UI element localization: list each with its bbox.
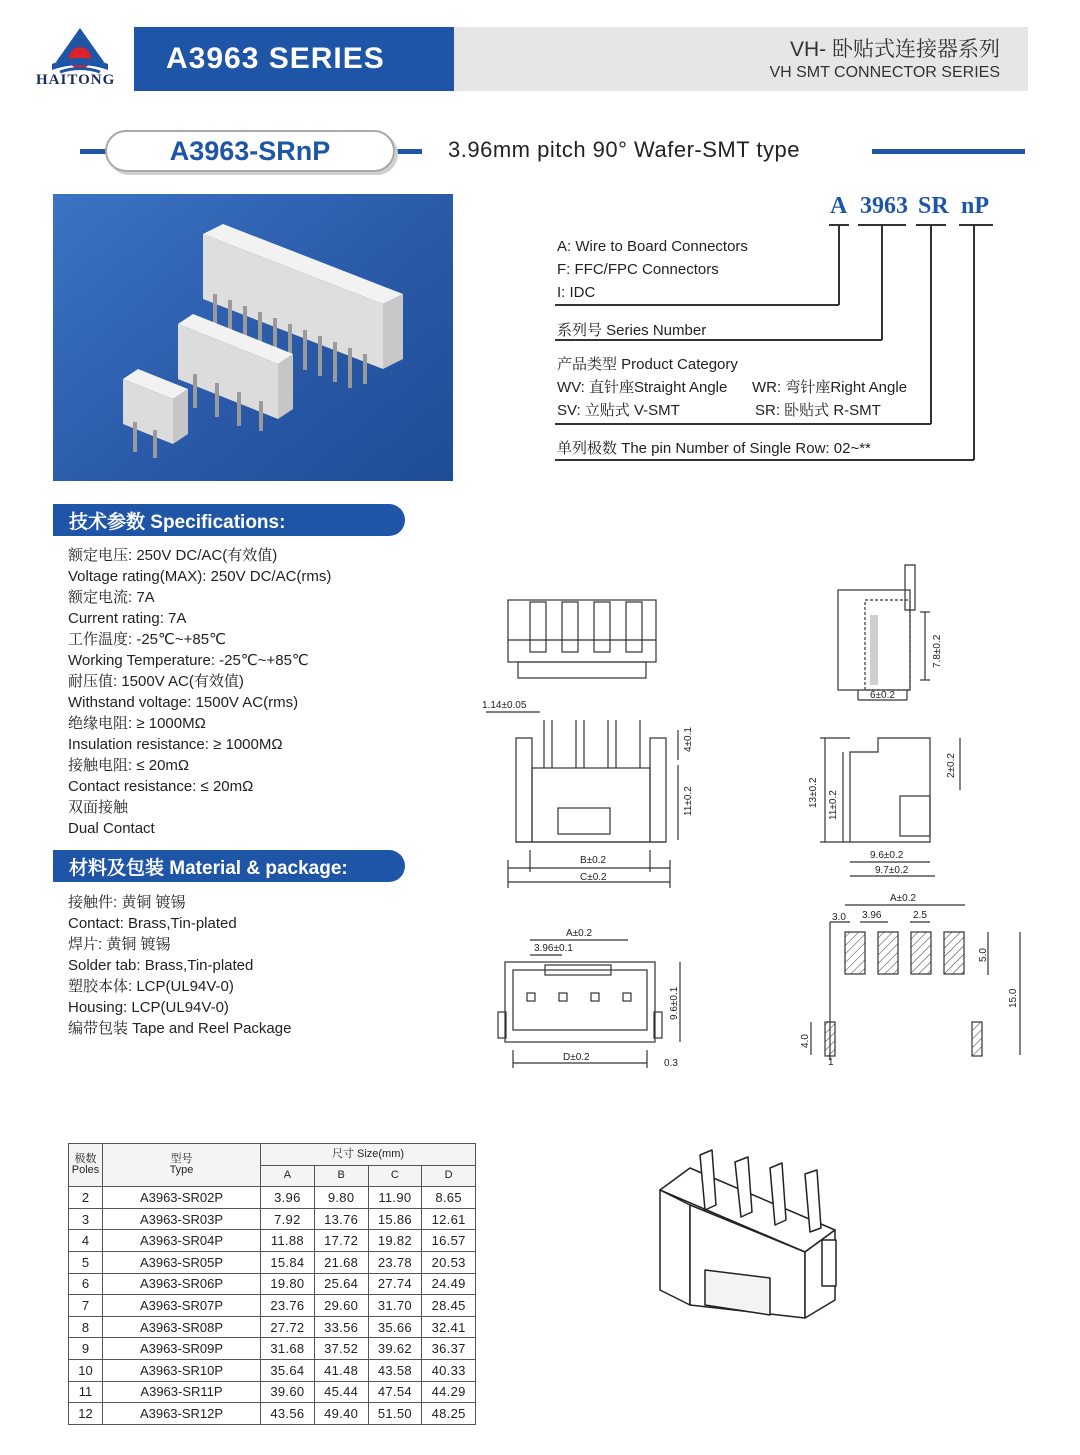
spec-line: 额定电流: 7A bbox=[68, 589, 155, 606]
dim-label: 1.14±0.05 bbox=[482, 700, 527, 711]
model-title: A3963-SRnP bbox=[105, 130, 395, 172]
table-cell: 27.72 bbox=[261, 1316, 315, 1338]
table-cell: 44.29 bbox=[422, 1381, 476, 1403]
table-cell: 10 bbox=[69, 1359, 103, 1381]
table-cell: 27.74 bbox=[368, 1273, 422, 1295]
table-cell: 15.84 bbox=[261, 1251, 315, 1273]
table-cell: A3963-SR05P bbox=[103, 1251, 261, 1273]
table-cell: 11.90 bbox=[368, 1187, 422, 1209]
material-list bbox=[68, 892, 291, 1039]
header-cn-title: VH- 卧贴式连接器系列 bbox=[790, 38, 1000, 61]
dim-label: 4.0 bbox=[800, 1034, 811, 1048]
legend-type-a: A: Wire to Board Connectors bbox=[557, 238, 748, 255]
table-cell: 31.68 bbox=[261, 1338, 315, 1360]
table-row bbox=[69, 1403, 476, 1425]
dim-label: 0.3 bbox=[664, 1058, 678, 1069]
table-row bbox=[69, 1208, 476, 1230]
code-segment-category: SR bbox=[918, 193, 949, 219]
legend-product-category: 产品类型 Product Category bbox=[557, 356, 738, 373]
header-col-c: C bbox=[368, 1165, 422, 1187]
product-photo bbox=[53, 194, 453, 481]
table-row bbox=[69, 1316, 476, 1338]
table-row bbox=[69, 1187, 476, 1209]
spec-line: Voltage rating(MAX): 250V DC/AC(rms) bbox=[68, 568, 332, 585]
table-cell: 45.44 bbox=[314, 1381, 368, 1403]
legend-type-i: I: IDC bbox=[557, 284, 596, 301]
pcb-layout-drawing bbox=[811, 905, 1020, 1060]
legend-series-number: 系列号 Series Number bbox=[557, 322, 707, 339]
dim-label: 2±0.2 bbox=[946, 753, 957, 778]
table-cell: 20.53 bbox=[422, 1251, 476, 1273]
specifications-list bbox=[68, 545, 331, 839]
table-cell: A3963-SR04P bbox=[103, 1230, 261, 1252]
dim-label: 9.6±0.1 bbox=[669, 986, 680, 1020]
leader-line bbox=[555, 459, 974, 461]
pcb-pad bbox=[911, 932, 931, 974]
material-line: 焊片: 黄铜 镀锡 bbox=[68, 936, 171, 953]
bottom-view-drawing bbox=[498, 940, 680, 1068]
dim-label: 15.0 bbox=[1008, 988, 1019, 1008]
table-cell: 51.50 bbox=[368, 1403, 422, 1425]
dim-label: 3.96±0.1 bbox=[534, 943, 573, 954]
table-cell: 8.65 bbox=[422, 1187, 476, 1209]
table-cell: 7.92 bbox=[261, 1208, 315, 1230]
table-cell: 17.72 bbox=[314, 1230, 368, 1252]
table-row bbox=[69, 1295, 476, 1317]
size-table bbox=[68, 1143, 476, 1425]
code-underline bbox=[959, 224, 993, 226]
table-cell: 39.60 bbox=[261, 1381, 315, 1403]
spec-line: Working Temperature: -25℃~+85℃ bbox=[68, 652, 309, 669]
table-cell: 6 bbox=[69, 1273, 103, 1295]
table-cell: 48.25 bbox=[422, 1403, 476, 1425]
header-type: 型号 Type bbox=[103, 1144, 261, 1187]
dim-label: A±0.2 bbox=[566, 928, 593, 939]
table-cell: 35.66 bbox=[368, 1316, 422, 1338]
table-cell: A3963-SR09P bbox=[103, 1338, 261, 1360]
table-cell: A3963-SR06P bbox=[103, 1273, 261, 1295]
spec-line: 绝缘电阻: ≥ 1000MΩ bbox=[68, 715, 206, 732]
table-cell: 3.96 bbox=[261, 1187, 315, 1209]
table-row bbox=[69, 1251, 476, 1273]
legend-wv: WV: 直针座Straight Angle bbox=[557, 379, 728, 396]
table-cell: 5 bbox=[69, 1251, 103, 1273]
table-cell: A3963-SR12P bbox=[103, 1403, 261, 1425]
logo-wordmark: HAITONG bbox=[36, 72, 116, 88]
header-poles: 极数 Poles bbox=[69, 1144, 103, 1187]
table-cell: A3963-SR11P bbox=[103, 1381, 261, 1403]
dim-label: B±0.2 bbox=[580, 855, 607, 866]
table-cell: 25.64 bbox=[314, 1273, 368, 1295]
table-cell: 19.80 bbox=[261, 1273, 315, 1295]
title-rule-right bbox=[872, 149, 1025, 154]
pcb-solder-tab bbox=[972, 1022, 982, 1056]
table-cell: 9.80 bbox=[314, 1187, 368, 1209]
leader-line bbox=[881, 224, 883, 340]
table-row bbox=[69, 1273, 476, 1295]
table-cell: 7 bbox=[69, 1295, 103, 1317]
legend-sv: SV: 立贴式 V-SMT bbox=[557, 402, 680, 419]
table-cell: 32.41 bbox=[422, 1316, 476, 1338]
model-description: 3.96mm pitch 90° Wafer-SMT type bbox=[448, 137, 800, 162]
header-size: 尺寸 Size(mm) bbox=[261, 1144, 476, 1166]
dim-label: 4±0.1 bbox=[683, 727, 694, 752]
table-cell: A3963-SR02P bbox=[103, 1187, 261, 1209]
pcb-pad bbox=[944, 932, 964, 974]
dim-label: 3.0 bbox=[832, 912, 846, 923]
table-cell: 4 bbox=[69, 1230, 103, 1252]
table-cell: 21.68 bbox=[314, 1251, 368, 1273]
table-cell: 39.62 bbox=[368, 1338, 422, 1360]
pcb-pad bbox=[878, 932, 898, 974]
spec-line: 耐压值: 1500V AC(有效值) bbox=[68, 673, 244, 690]
leader-line bbox=[555, 304, 839, 306]
spec-line: Current rating: 7A bbox=[68, 610, 187, 627]
table-cell: A3963-SR07P bbox=[103, 1295, 261, 1317]
leader-line bbox=[930, 224, 932, 424]
table-cell: 23.78 bbox=[368, 1251, 422, 1273]
table-cell: 23.76 bbox=[261, 1295, 315, 1317]
table-cell: 49.40 bbox=[314, 1403, 368, 1425]
table-cell: 12 bbox=[69, 1403, 103, 1425]
table-cell: 36.37 bbox=[422, 1338, 476, 1360]
table-row bbox=[69, 1381, 476, 1403]
code-segment-series: 3963 bbox=[860, 193, 908, 219]
dim-label: 9.6±0.2 bbox=[870, 850, 904, 861]
pcb-pad bbox=[845, 932, 865, 974]
table-cell: 2 bbox=[69, 1187, 103, 1209]
dim-label: 11±0.2 bbox=[683, 786, 694, 816]
dim-label: 11±0.2 bbox=[828, 790, 839, 820]
dim-label: 13±0.2 bbox=[808, 777, 819, 808]
technical-drawings bbox=[470, 560, 1060, 1080]
legend-type-f: F: FFC/FPC Connectors bbox=[557, 261, 719, 278]
title-rule-mid bbox=[392, 149, 422, 154]
table-cell: 33.56 bbox=[314, 1316, 368, 1338]
table-cell: 3 bbox=[69, 1208, 103, 1230]
table-cell: 28.45 bbox=[422, 1295, 476, 1317]
material-line: Solder tab: Brass,Tin-plated bbox=[68, 957, 254, 974]
material-line: Contact: Brass,Tin-plated bbox=[68, 915, 237, 932]
table-cell: A3963-SR08P bbox=[103, 1316, 261, 1338]
header-col-d: D bbox=[422, 1165, 476, 1187]
table-cell: 29.60 bbox=[314, 1295, 368, 1317]
legend-sr: SR: 卧贴式 R-SMT bbox=[755, 402, 881, 419]
material-line: 接触件: 黄铜 镀锡 bbox=[68, 894, 186, 911]
material-line: Housing: LCP(UL94V-0) bbox=[68, 999, 229, 1016]
side-view-drawing bbox=[838, 565, 930, 700]
dim-label: 2.5 bbox=[913, 910, 927, 921]
table-cell: A3963-SR10P bbox=[103, 1359, 261, 1381]
dim-label: 5.0 bbox=[978, 948, 989, 962]
table-cell: A3963-SR03P bbox=[103, 1208, 261, 1230]
table-cell: 31.70 bbox=[368, 1295, 422, 1317]
table-cell: 47.54 bbox=[368, 1381, 422, 1403]
table-cell: 37.52 bbox=[314, 1338, 368, 1360]
table-cell: 40.33 bbox=[422, 1359, 476, 1381]
table-cell: 8 bbox=[69, 1316, 103, 1338]
dim-label: 6±0.2 bbox=[870, 690, 895, 701]
table-cell: 43.58 bbox=[368, 1359, 422, 1381]
material-line: 塑胶本体: LCP(UL94V-0) bbox=[68, 978, 234, 995]
table-cell: 12.61 bbox=[422, 1208, 476, 1230]
table-cell: 43.56 bbox=[261, 1403, 315, 1425]
table-cell: 24.49 bbox=[422, 1273, 476, 1295]
table-cell: 35.64 bbox=[261, 1359, 315, 1381]
spec-line: 双面接触 bbox=[68, 799, 129, 816]
top-view-drawing bbox=[508, 600, 656, 678]
table-row bbox=[69, 1230, 476, 1252]
spec-line: Withstand voltage: 1500V AC(rms) bbox=[68, 694, 299, 711]
leader-line bbox=[973, 224, 975, 460]
connector-2p-illustration bbox=[123, 369, 188, 458]
header-en-title: VH SMT CONNECTOR SERIES bbox=[769, 64, 1000, 81]
table-row bbox=[69, 1338, 476, 1360]
header-col-b: B bbox=[314, 1165, 368, 1187]
header-col-a: A bbox=[261, 1165, 315, 1187]
table-cell: 11 bbox=[69, 1381, 103, 1403]
specifications-heading: 技术参数 Specifications: bbox=[53, 504, 405, 536]
code-segment-pins: nP bbox=[961, 193, 990, 219]
dim-label: 7.8±0.2 bbox=[932, 634, 943, 668]
dim-label: 1 bbox=[828, 1057, 834, 1068]
pcb-solder-tab bbox=[825, 1022, 835, 1056]
table-cell: 16.57 bbox=[422, 1230, 476, 1252]
spec-line: 工作温度: -25℃~+85℃ bbox=[68, 631, 226, 648]
spec-line: Contact resistance: ≤ 20mΩ bbox=[68, 778, 254, 795]
legend-wr: WR: 弯针座Right Angle bbox=[752, 379, 908, 396]
material-heading: 材料及包装 Material & package: bbox=[53, 850, 405, 882]
table-cell: 15.86 bbox=[368, 1208, 422, 1230]
table-cell: 41.48 bbox=[314, 1359, 368, 1381]
code-segment-a: A bbox=[830, 193, 848, 219]
table-row bbox=[69, 1359, 476, 1381]
dim-label: 9.7±0.2 bbox=[875, 865, 909, 876]
connector-3d-render bbox=[650, 1140, 850, 1330]
dim-label: C±0.2 bbox=[580, 872, 607, 883]
material-line: 编带包装 Tape and Reel Package bbox=[68, 1020, 292, 1037]
spec-line: 额定电压: 250V DC/AC(有效值) bbox=[68, 547, 278, 564]
spec-line: Insulation resistance: ≥ 1000MΩ bbox=[68, 736, 283, 753]
spec-line: 接触电阻: ≤ 20mΩ bbox=[68, 757, 190, 774]
table-cell: 9 bbox=[69, 1338, 103, 1360]
legend-pin-number: 单列极数 The pin Number of Single Row: 02~** bbox=[557, 440, 871, 457]
table-cell: 11.88 bbox=[261, 1230, 315, 1252]
table-cell: 19.82 bbox=[368, 1230, 422, 1252]
dim-label: D±0.2 bbox=[563, 1052, 590, 1063]
leader-line bbox=[838, 224, 840, 305]
dim-label: 3.96 bbox=[862, 910, 882, 921]
table-cell: 13.76 bbox=[314, 1208, 368, 1230]
series-title: A3963 SERIES bbox=[134, 27, 454, 91]
spec-line: Dual Contact bbox=[68, 820, 155, 837]
dim-label: A±0.2 bbox=[890, 893, 917, 904]
leader-line bbox=[555, 423, 931, 425]
